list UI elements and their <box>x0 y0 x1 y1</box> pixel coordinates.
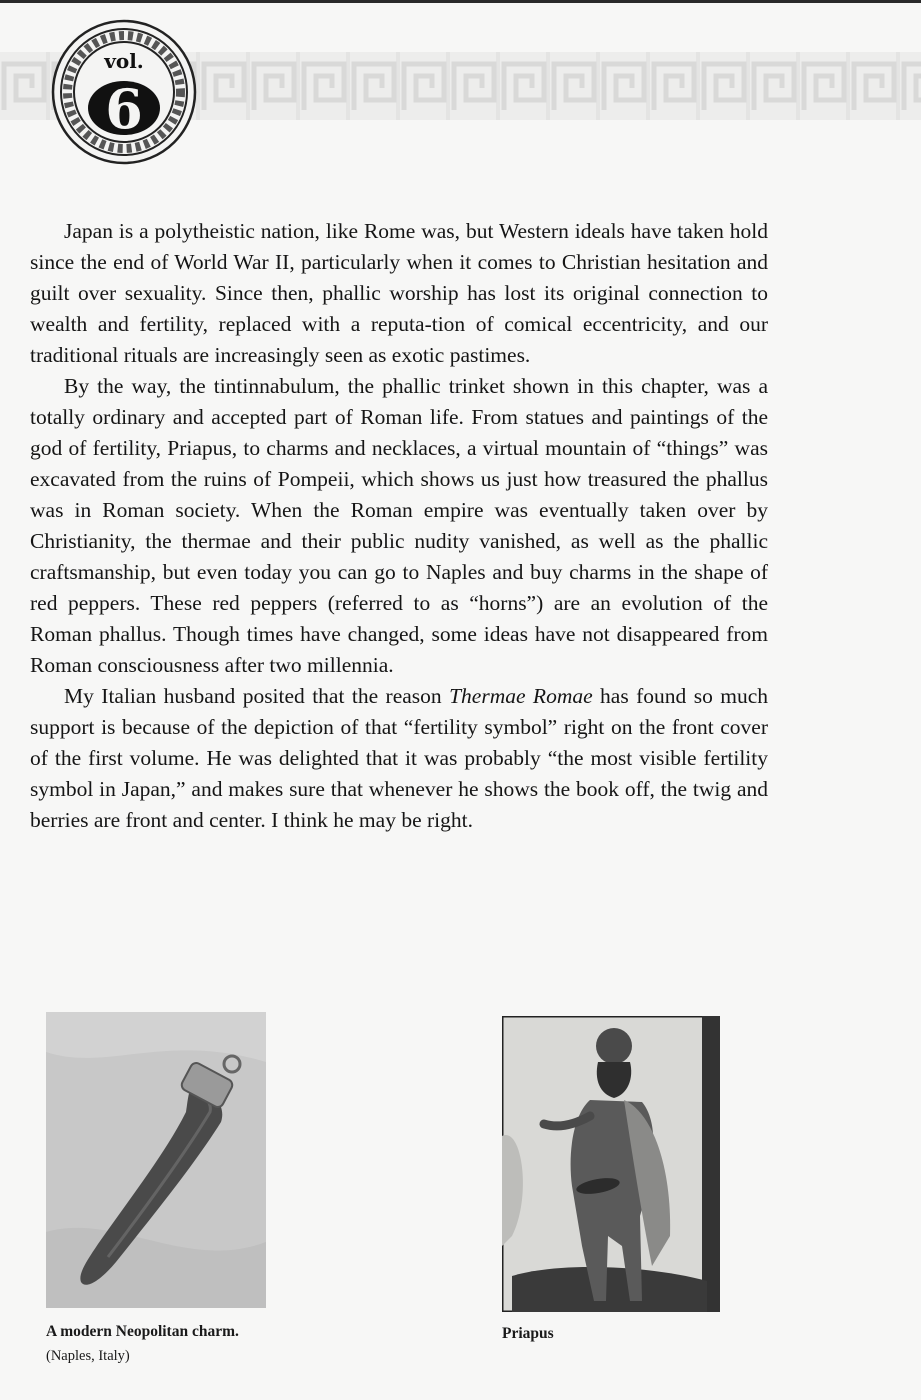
priapus-caption-title: Priapus <box>502 1325 554 1342</box>
charm-caption-location: (Naples, Italy) <box>46 1348 130 1364</box>
volume-label: vol. <box>104 49 144 73</box>
paragraph-3 <box>30 681 768 836</box>
paragraph-2: By the way, the tintinnabulum, the phallic trinket shown in this chapter, was a totally ordinary and accepted part of Roman life. From statues and paintings of the god of fertility, Priapus, to charms and necklaces, a virtual mountain of “things” was excavated from the ruins of Pompeii, which shows us just how treasured the phallus was in Roman society. When the Roman empire was eventually taken over by Christianity, the thermae and their public nudity vanished, as well as the phallic craftsmanship, but even today you can go to Naples and buy charms in the shape of red peppers. These red peppers (referred to as “horns”) are an evolution of the Roman phallus. Though times have changed, some ideas have not disappeared from Roman consciousness after two millennia. <box>30 374 768 677</box>
priapus-caption <box>502 1322 720 1346</box>
volume-number: 6 <box>105 77 143 141</box>
top-rule <box>0 0 921 3</box>
charm-caption <box>46 1320 266 1368</box>
paragraph-3-after: has found so much support is because of the depiction of that “fertility symbol” right on the front cover of the first volume. He was delighted that it was probably “the most visible fertility symbol in Japan,” and makes sure that whenever he shows the book off, the twig and berries are front and center. I think he may be right. <box>30 684 769 832</box>
neapolitan-charm-photo <box>46 1012 266 1308</box>
volume-badge <box>50 18 198 166</box>
priapus-fresco-photo <box>502 1016 720 1312</box>
book-title: Thermae Romae <box>449 684 593 708</box>
paragraph-1: Japan is a polytheistic nation, like Rome was, but Western ideals have taken hold since the end of World War II, particularly when it comes to Christian hesitation and guilt over sexuality. Since then, phallic worship has lost its original connection to wealth and fertility, replaced with a reputa-tion of comical eccentricity, and our traditional rituals are increasingly seen as exotic pastimes. <box>30 219 768 367</box>
charm-caption-title: A modern Neopolitan charm. <box>46 1323 239 1340</box>
body-text <box>30 216 768 836</box>
paragraph-3-before: My Italian husband posited that the reason <box>64 684 450 708</box>
